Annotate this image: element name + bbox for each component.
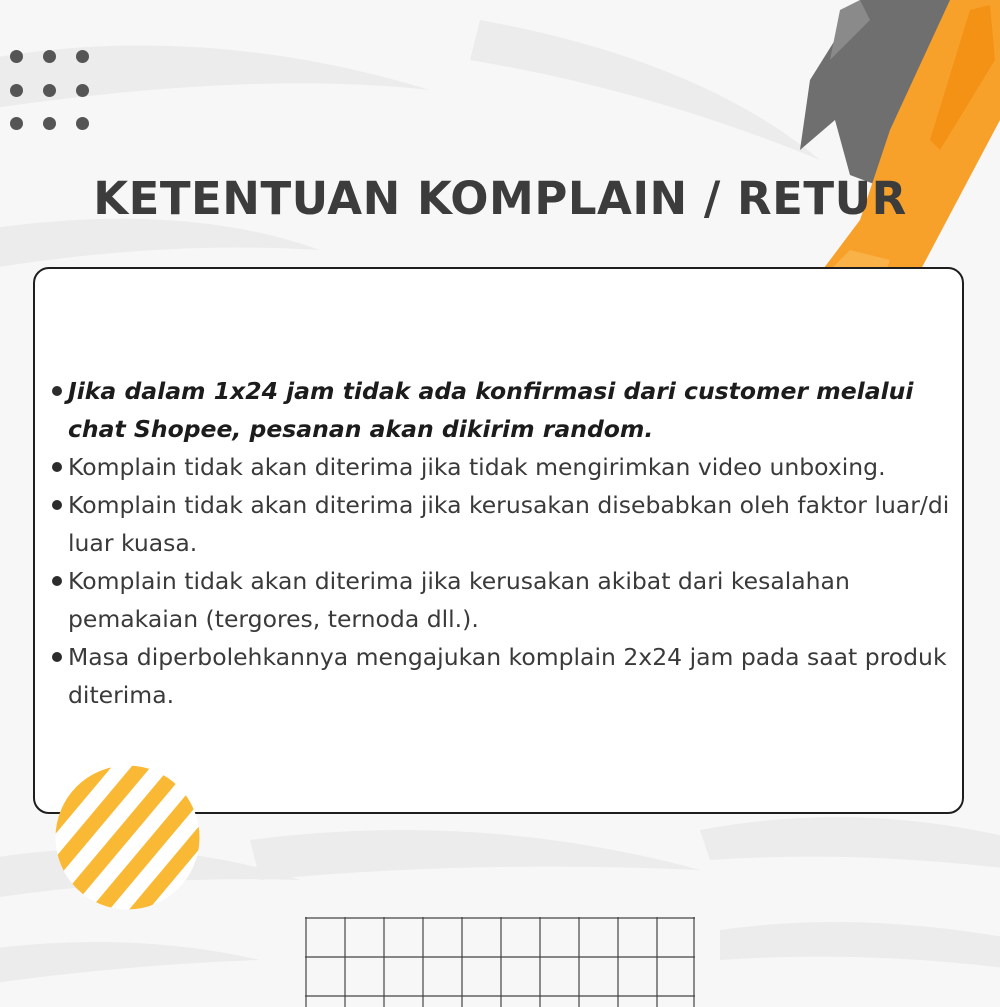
striped-circle-decoration bbox=[55, 765, 200, 910]
list-item: Komplain tidak akan diterima jika tidak mengirimkan video unboxing. bbox=[52, 448, 972, 486]
rules-list bbox=[52, 372, 972, 714]
list-item: Komplain tidak akan diterima jika kerusakan disebabkan oleh faktor luar/di luar kuasa. bbox=[52, 486, 972, 562]
dot-grid-decoration bbox=[10, 50, 100, 140]
list-item: Jika dalam 1x24 jam tidak ada konfirmasi dari customer melalui chat Shopee, pesanan akan dikirim random. bbox=[52, 372, 972, 448]
list-item: Masa diperbolehkannya mengajukan komplain 2x24 jam pada saat produk diterima. bbox=[52, 638, 972, 714]
grid-decoration bbox=[305, 917, 695, 1007]
list-item: Komplain tidak akan diterima jika kerusakan akibat dari kesalahan pemakaian (tergores, ternoda dll.). bbox=[52, 562, 972, 638]
page-title: KETENTUAN KOMPLAIN / RETUR bbox=[93, 172, 907, 225]
